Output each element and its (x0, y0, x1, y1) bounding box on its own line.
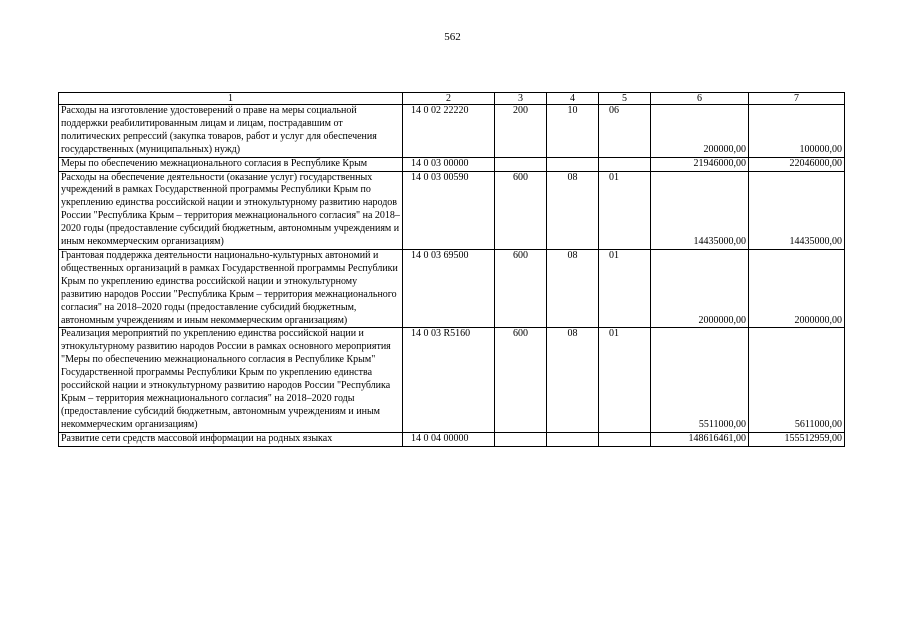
row-section: 10 (547, 105, 599, 158)
row-expense-type (495, 157, 547, 171)
row-expense-type: 600 (495, 328, 547, 432)
row-expense-type (495, 432, 547, 446)
column-header: 2 (403, 93, 495, 105)
column-header: 7 (749, 93, 845, 105)
row-amount-col7: 22046000,00 (749, 157, 845, 171)
row-code: 14 0 03 00000 (403, 157, 495, 171)
row-description: Меры по обеспечению межнационального согласия в Республике Крым (59, 157, 403, 171)
row-description: Развитие сети средств массовой информации на родных языках (59, 432, 403, 446)
row-subsection: 01 (599, 171, 651, 249)
row-amount-col7: 14435000,00 (749, 171, 845, 249)
row-amount-col6: 14435000,00 (651, 171, 749, 249)
row-code: 14 0 04 00000 (403, 432, 495, 446)
row-section: 08 (547, 171, 599, 249)
row-description: Расходы на обеспечение деятельности (оказание услуг) государственных учреждений в рамках Государственной программы Республики Крым по укреплению единства российской нации и этнокультурному развитию народов России "Республика Крым – территория межнационального согласия" на 2018–2020 годы (предоставление субсидий бюджетным, автономным учреждениям и иным некоммерческим организациям) (59, 171, 403, 249)
row-code: 14 0 02 22220 (403, 105, 495, 158)
row-amount-col7: 2000000,00 (749, 249, 845, 327)
table-row (59, 432, 845, 446)
row-amount-col6: 2000000,00 (651, 249, 749, 327)
row-description: Реализация мероприятий по укреплению единства российской нации и этнокультурному развитию народов России в рамках основного мероприятия "Меры по обеспечению межнационального согласия в Республике Крым" Государственной программы Республики Крым по укреплению единства российской нации и этнокультурному развитию народов России "Республика Крым – территория межнационального согласия" на 2018–2020 годы (предоставление субсидий бюджетным, автономным учреждениям и иным некоммерческим организациям) (59, 328, 403, 432)
column-header: 5 (599, 93, 651, 105)
column-header: 4 (547, 93, 599, 105)
row-amount-col6: 5511000,00 (651, 328, 749, 432)
row-amount-col7: 100000,00 (749, 105, 845, 158)
row-code: 14 0 03 R5160 (403, 328, 495, 432)
row-description: Грантовая поддержка деятельности национально-культурных автономий и общественных организаций в рамках Государственной программы Республики Крым по укреплению единства российской нации и этнокультурному развитию народов России "Республика Крым – территория межнационального согласия" на 2018–2020 годы (предоставление субсидий бюджетным, автономным учреждениям и иным некоммерческим организациям) (59, 249, 403, 327)
row-amount-col6: 148616461,00 (651, 432, 749, 446)
row-expense-type: 200 (495, 105, 547, 158)
column-header: 1 (59, 93, 403, 105)
column-header: 6 (651, 93, 749, 105)
row-amount-col6: 200000,00 (651, 105, 749, 158)
row-subsection (599, 432, 651, 446)
row-subsection: 01 (599, 249, 651, 327)
row-amount-col6: 21946000,00 (651, 157, 749, 171)
row-amount-col7: 155512959,00 (749, 432, 845, 446)
row-subsection (599, 157, 651, 171)
row-code: 14 0 03 00590 (403, 171, 495, 249)
budget-table (58, 92, 845, 447)
row-code: 14 0 03 69500 (403, 249, 495, 327)
table-header-row (59, 93, 845, 105)
row-section: 08 (547, 249, 599, 327)
column-header: 3 (495, 93, 547, 105)
table-row (59, 171, 845, 249)
table-row (59, 328, 845, 432)
row-subsection: 01 (599, 328, 651, 432)
row-description: Расходы на изготовление удостоверений о праве на меры социальной поддержки реабилитированным лицам и лицам, пострадавшим от политических репрессий (закупка товаров, работ и услуг для обеспечения государственных (муниципальных) нужд) (59, 105, 403, 158)
row-amount-col7: 5611000,00 (749, 328, 845, 432)
row-expense-type: 600 (495, 249, 547, 327)
row-section (547, 432, 599, 446)
table-row (59, 249, 845, 327)
row-expense-type: 600 (495, 171, 547, 249)
table-row (59, 157, 845, 171)
table-row (59, 105, 845, 158)
row-section (547, 157, 599, 171)
row-section: 08 (547, 328, 599, 432)
row-subsection: 06 (599, 105, 651, 158)
page-number: 562 (444, 31, 461, 43)
